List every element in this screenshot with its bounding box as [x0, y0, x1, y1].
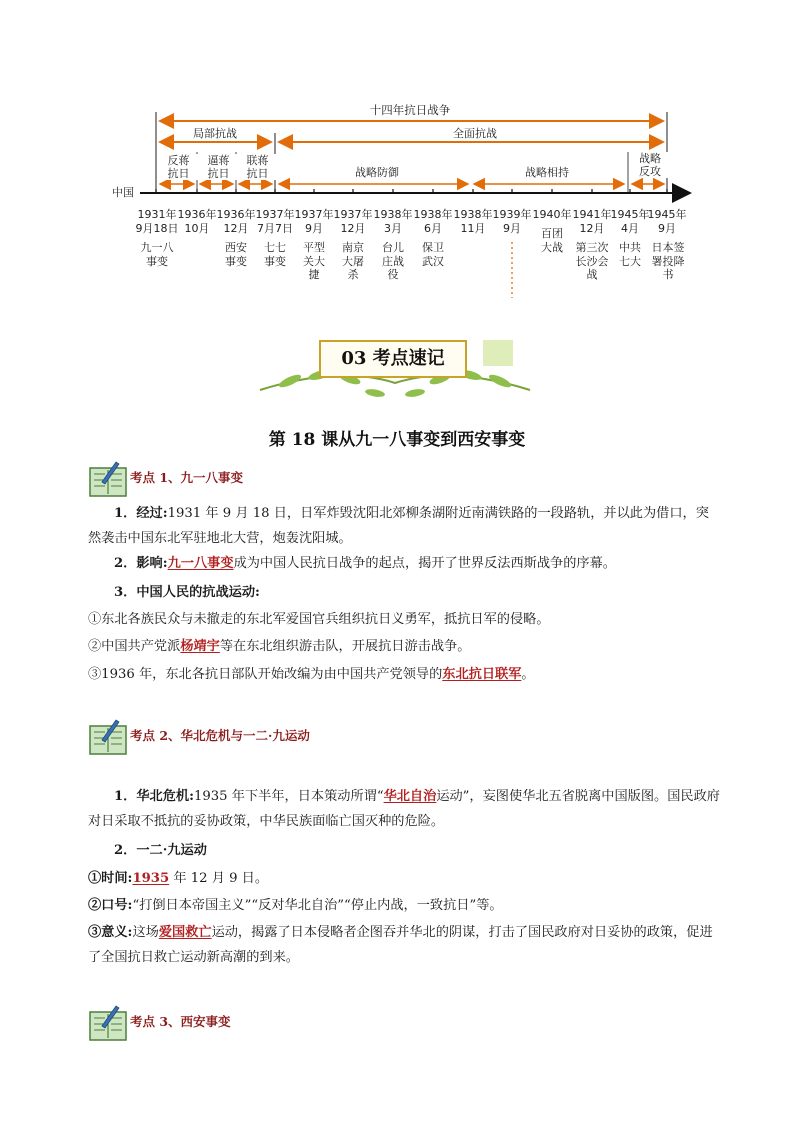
timeline-event: 西安 事变 [225, 241, 247, 268]
timeline-event: 中共 七大 [619, 241, 641, 268]
para-text: 等在东北组织游击队，开展抗日游击战争。 [219, 639, 471, 654]
para-text: 运动，揭露了日本侵略者企图吞并华北的阴谋，打击了国民政府对日妥协的政策，促进了全国抗日救亡运动新高潮的到来。 [88, 925, 713, 965]
para-key: ①时间: [88, 871, 133, 886]
badge-text: 03 考点速记 [341, 348, 445, 369]
paragraph [88, 838, 720, 863]
lesson-title: 第 18 课从九一八事变到西安事变 [268, 430, 526, 450]
para-key: 中国人民的抗战运动: [136, 585, 260, 600]
paragraph [88, 893, 720, 918]
timeline-date: 1938年 3月 [373, 208, 413, 235]
highlight-term: 九一八事变 [167, 556, 234, 571]
para-key: ②口号: [88, 898, 133, 913]
segment-defense: 战略防御 [340, 166, 414, 179]
para-key: 经过: [136, 506, 168, 521]
timeline-overall-label: 十四年抗日战争 [369, 103, 451, 117]
highlight-term: 华北自治 [383, 789, 437, 804]
para-text: 运动”，妄图使华北五省脱离中国版图。国民政府对日采取不抵抗的妥协政策，中华民族面临亡国灭种的危险。 [88, 789, 720, 829]
timeline-date: 1945年 9月 [647, 208, 687, 235]
highlight-term: 杨靖宇 [180, 639, 220, 654]
timeline-event: 第三次 长沙会 战 [575, 241, 609, 281]
section-label: 考点 3、西安事变 [130, 1014, 231, 1029]
book-pencil-icon [88, 716, 128, 756]
timeline-event: 平型 关大 捷 [303, 241, 325, 281]
para-text: ①东北各族民众与未撤走的东北军爱国官兵组织抗日义勇军，抵抗日军的侵略。 [88, 612, 550, 627]
timeline-date: 1945年 4月 [610, 208, 650, 235]
timeline-event: 百团 大战 [541, 227, 563, 254]
timeline-date: 1937年 7月7日 [255, 208, 295, 235]
paragraph [88, 551, 720, 576]
para-number: 1． [114, 789, 137, 804]
timeline-date: 1938年 11月 [453, 208, 493, 235]
timeline-date: 1936年 12月 [216, 208, 256, 235]
para-text: 这场 [132, 925, 159, 940]
paragraph [88, 662, 720, 687]
highlight-term: 东北抗日联军 [442, 667, 522, 682]
paragraph [88, 501, 720, 551]
segment-bijiang: 逼蒋 抗日 [198, 154, 239, 180]
para-text: 1935 年下半年，日本策动所谓“ [194, 789, 384, 804]
para-key: ③意义: [88, 925, 133, 940]
timeline-date: 1940年 [532, 208, 572, 221]
timeline-event: 台儿 庄战 役 [382, 241, 404, 281]
para-number: 2． [114, 843, 137, 858]
para-text: ②中国共产党派 [88, 639, 181, 654]
paragraph [88, 634, 720, 659]
para-text: 。 [521, 667, 535, 682]
timeline-date: 1936年 10月 [177, 208, 217, 235]
highlight-term: 1935 [132, 871, 170, 886]
para-key: 影响: [136, 556, 168, 571]
timeline-date: 1938年 6月 [413, 208, 453, 235]
para-text: 成为中国人民抗日战争的起点，揭开了世界反法西斯战争的序幕。 [233, 556, 616, 571]
section-badge [319, 340, 469, 380]
timeline-event: 保卫 武汉 [422, 241, 444, 268]
paragraph [88, 866, 720, 891]
paragraph [88, 607, 720, 632]
timeline-date: 1931年 9月18日 [135, 208, 179, 235]
paragraph [88, 580, 720, 605]
timeline-event: 南京 大屠 杀 [342, 241, 364, 281]
segment-fanjiang: 反蒋 抗日 [158, 154, 199, 180]
para-key: 一二·九运动 [136, 843, 207, 858]
timeline-date: 1937年 9月 [294, 208, 334, 235]
para-number: 2． [114, 556, 137, 571]
timeline-event: 九一八 事变 [140, 241, 174, 268]
timeline [0, 0, 794, 300]
paragraph [88, 920, 720, 970]
para-number: 3． [114, 585, 137, 600]
para-text: “打倒日本帝国主义”“反对华北自治”“停止内战，一致抗日”等。 [132, 898, 503, 913]
para-text: 年 12 月 9 日。 [169, 871, 269, 886]
para-text: ③1936 年，东北各抗日部队开始改编为由中国共产党领导的 [88, 667, 443, 682]
segment-stalemate: 战略相持 [510, 166, 584, 179]
timeline-date: 1937年 12月 [333, 208, 373, 235]
timeline-phase-full: 全面抗战 [440, 127, 510, 141]
timeline-phase-local: 局部抗战 [180, 127, 250, 141]
timeline-date: 1939年 9月 [492, 208, 532, 235]
para-number: 1． [114, 506, 137, 521]
timeline-date: 1941年 12月 [572, 208, 612, 235]
timeline-event: 日本签 署投降 书 [651, 241, 685, 281]
book-pencil-icon [88, 1002, 128, 1042]
paragraph [88, 784, 720, 834]
book-pencil-icon [88, 458, 128, 498]
para-text: 1931 年 9 月 18 日，日军炸毁沈阳北郊柳条湖附近南满铁路的一段路轨，并以此为借口，突然袭击中国东北军驻地北大营，炮轰沈阳城。 [88, 506, 709, 546]
segment-counteroffensive: 战略 反攻 [630, 152, 670, 178]
segment-lianjiang: 联蒋 抗日 [237, 154, 278, 180]
timeline-event: 七七 事变 [264, 241, 286, 268]
para-key: 华北危机: [136, 789, 194, 804]
section-label: 考点 1、九一八事变 [130, 470, 244, 485]
highlight-term: 爱国救亡 [158, 925, 212, 940]
timeline-country: 中国 [112, 186, 134, 199]
section-label: 考点 2、华北危机与一二·九运动 [130, 728, 310, 743]
